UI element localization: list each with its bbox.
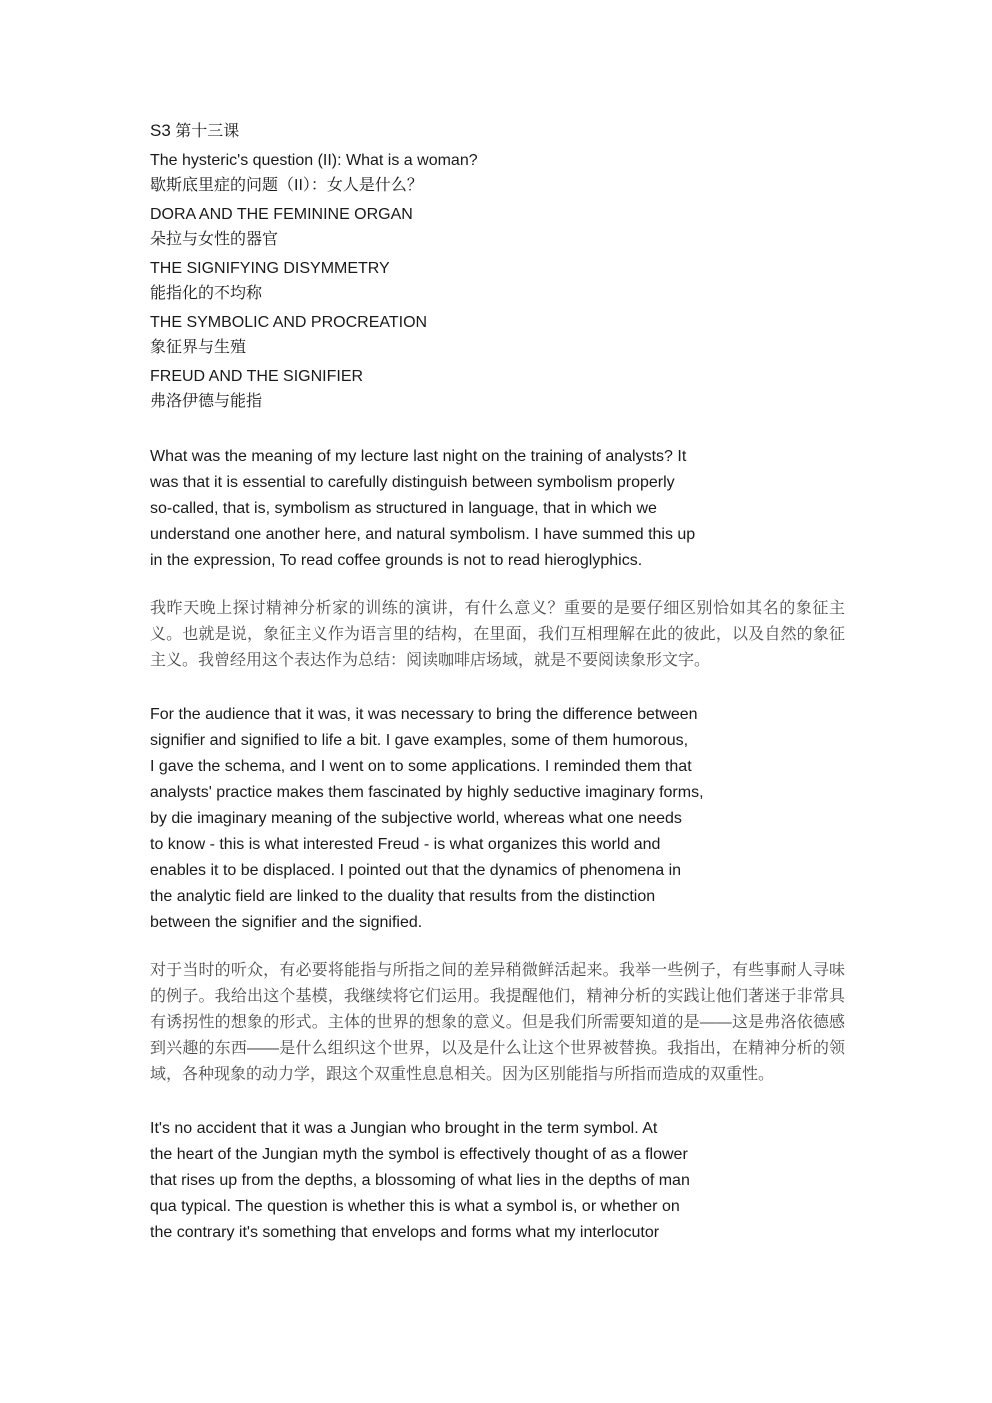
paragraph-zh: 对于当时的听众，有必要将能指与所指之间的差异稍微鲜活起来。我举一些例子，有些事耐人寻味的例子。我给出这个基模，我继续将它们运用。我提醒他们，精神分析的实践让他们著迷于非常具有诱拐性的想象的形式。主体的世界的想象的意义。但是我们所需要知道的是——这是弗洛依德感到兴趣的东西——是什么组织这个世界，以及是什么让这个世界被替换。我指出，在精神分析的领域，各种现象的动力学，跟这个双重性息息相关。因为区别能指与所指而造成的双重性。 bbox=[150, 962, 845, 1083]
lesson-title-zh: 第十三课 bbox=[175, 123, 240, 140]
paragraph-en: It's no accident that it was a Jungian who brought in the term symbol. At the heart of the Jungian myth the symbol is effectively thought of as a flower that rises up from the depths, a blossoming of what lies in the depths of man qua typical. The question is whether this is what a symbol is, or whether on the contrary it's something that envelops and forms what my interlocutor bbox=[150, 1120, 690, 1241]
toc-item bbox=[150, 364, 850, 414]
paragraph-en: What was the meaning of my lecture last night on the training of analysts? It was that it is essential to carefully distinguish between symbolism properly so-called, that is, symbolism as structured in language, that in which we understand one another here, and natural symbolism. I have summed this up in the expression, To read coffee grounds is not to read hieroglyphics. bbox=[150, 448, 696, 569]
toc-item-zh: 朵拉与女性的器官 bbox=[150, 231, 279, 248]
lesson-code: S3 bbox=[150, 121, 171, 140]
title-zh: 歇斯底里症的问题（II）：女人是什么？ bbox=[150, 177, 423, 194]
title-en: The hysteric's question (II): What is a woman? bbox=[150, 152, 478, 169]
toc-item-zh: 能指化的不均称 bbox=[150, 285, 263, 302]
toc-item bbox=[150, 310, 850, 360]
paragraph-zh: 我昨天晚上探讨精神分析家的训练的演讲，有什么意义？重要的是要仔细区别恰如其名的象征主义。也就是说，象征主义作为语言里的结构，在里面，我们互相理解在此的彼此，以及自然的象征主义。我曾经用这个表达作为总结：阅读咖啡店场域，就是不要阅读象形文字。 bbox=[150, 600, 845, 669]
toc-item-en: DORA AND THE FEMININE ORGAN bbox=[150, 206, 413, 223]
toc-item bbox=[150, 256, 850, 306]
toc-item-zh: 弗洛伊德与能指 bbox=[150, 393, 263, 410]
toc-item-en: FREUD AND THE SIGNIFIER bbox=[150, 368, 364, 385]
paragraph-en: For the audience that it was, it was necessary to bring the difference between signifier and signified to life a bit. I gave examples, some of them humorous, I gave the schema, and I went on to some applications. I reminded them that analysts' practice makes them fascinated by highly seductive imaginary forms, by die imaginary meaning of the subjective world, whereas what one needs to know - this is what interested Freud - is what organizes this world and enables it to be displaced. I pointed out that the dynamics of phenomena in the analytic field are linked to the duality that results from the distinction between the signifier and the signified. bbox=[150, 706, 704, 931]
toc-item bbox=[150, 202, 850, 252]
document-page bbox=[150, 118, 850, 1246]
toc-item-en: THE SYMBOLIC AND PROCREATION bbox=[150, 314, 428, 331]
lesson-heading bbox=[150, 118, 850, 145]
toc-item-en: THE SIGNIFYING DISYMMETRY bbox=[150, 260, 390, 277]
toc-item-zh: 象征界与生殖 bbox=[150, 339, 247, 356]
